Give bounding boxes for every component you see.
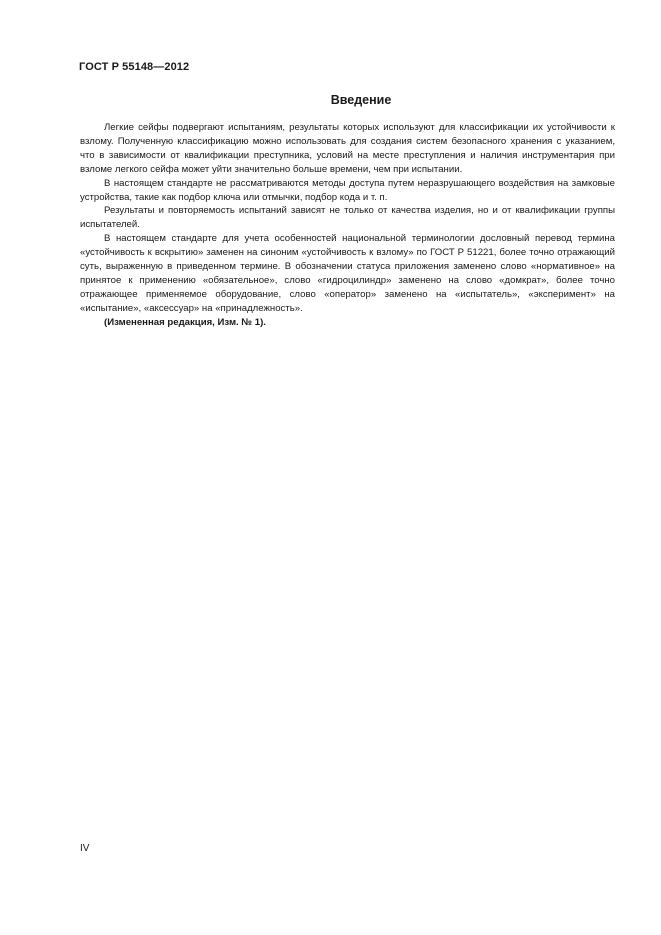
paragraph-scope-exclusion: В настоящем стандарте не рассматриваются методы доступа путем неразрушающего воздействия на замковые устройства, такие как подбор ключа или отмычки, подбор кода и т. п.	[80, 177, 615, 203]
amendment-note: (Измененная редакция, Изм. № 1).	[104, 316, 266, 328]
paragraph-intro: Легкие сейфы подвергают испытаниям, результаты которых используют для классификации их устойчивости к взлому. Полученную классификацию можно использовать для создания систем безопасного хранения с указанием, что в зависимости от квалификации преступника, условий на месте преступления и наличия инструментария при взломе легкого сейфа может уйти значительно больше времени, чем при испытании.	[80, 122, 615, 175]
document-body	[80, 121, 615, 330]
paragraph-terminology: В настоящем стандарте для учета особенностей национальной терминологии дословный перевод термина «устойчивость к вскрытию» заменен на синоним «устойчивость к взлому» по ГОСТ Р 51221, более точно отражающий суть, выраженную в приведенном термине. В обозначении статуса приложения заменено слово «нормативное» на принятое к применению «обязательное», слово «гидроцилиндр» заменено на слово «домкрат», более точно отражающее применяемое оборудование, слово «оператор» заменено на «испытатель», «эксперимент» на «испытание», «аксессуар» на «принадлежность».	[80, 233, 615, 314]
section-title: Введение	[330, 93, 392, 107]
document-header-code: ГОСТ Р 55148—2012	[79, 61, 190, 73]
paragraph-repeatability: Результаты и повторяемость испытаний зависят не только от качества изделия, но и от квалификации группы испытателей.	[80, 205, 615, 231]
page-number: IV	[80, 843, 90, 854]
